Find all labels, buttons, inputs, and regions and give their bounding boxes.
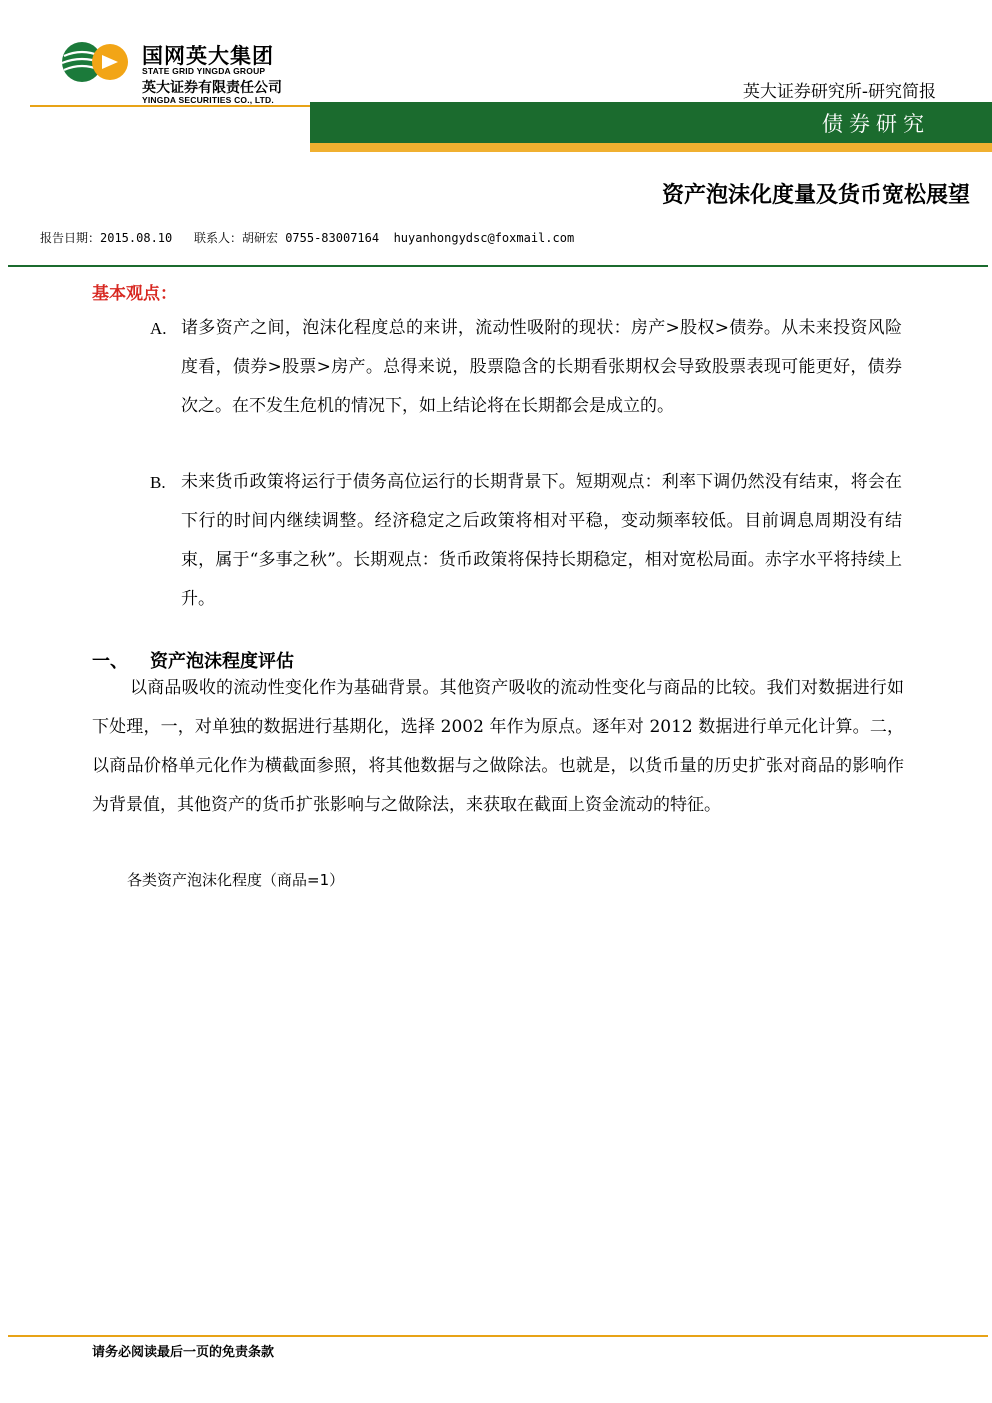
logo-group-name-cn: 国网英大集团 [142,44,274,68]
report-title: 资产泡沫化度量及货币宽松展望 [661,183,970,208]
header-gold-banner [310,143,992,152]
section-title: 资产泡沫程度评估 [150,651,294,672]
report-email[interactable]: huyanhongydsc@foxmail.com [393,231,575,245]
report-meta [40,229,574,246]
key-point-text: 未来货币政策将运行于债务高位运行的长期背景下。短期观点：利率下调仍然没有结束，将会在下行的时间内继续调整。经济稳定之后政策将相对平稳，变动频率较低。目前调息周期没有结束，属于“多事之秋”。长期观点：货币政策将保持长期稳定，相对宽松局面。赤字水平将持续上升。 [181,472,902,609]
footer-divider [8,1335,988,1337]
logo-company-name-en: YINGDA SECURITIES CO., LTD. [142,95,274,105]
key-point-label: B. [150,473,166,492]
figure-caption: 各类资产泡沫化程度（商品=1） [127,871,345,889]
key-point-item [150,463,902,619]
key-point-item [150,309,902,426]
report-phone: 0755-83007164 [285,231,380,245]
key-point-label: A. [150,319,167,338]
section-label: 债券研究 [822,112,930,136]
header-gold-divider [30,105,310,107]
key-point-text: 诸多资产之间，泡沫化程度总的来讲，流动性吸附的现状：房产>股权>债券。从未来投资风险度看，债券>股票>房产。总得来说，股票隐含的长期看张期权会导致股票表现可能更好，债券次之。在不发生危机的情况下，如上结论将在长期都会是成立的。 [181,318,902,416]
logo-company-name-cn: 英大证券有限责任公司 [142,80,282,96]
section-paragraph: 以商品吸收的流动性变化作为基础背景。其他资产吸收的流动性变化与商品的比较。我们对数据进行如下处理，一，对单独的数据进行基期化，选择 2002 年作为原点。逐年对 2012 数据进行单元化计算。二，以商品价格单元化作为横截面参照，将其他数据与之做除法。也就是，以货币量的历史扩张对商品的影响作为背景值，其他资产的货币扩张影响与之做除法，来获取在截面上资金流动的特征。 [92,678,904,815]
logo-group-name-en: STATE GRID YINGDA GROUP [142,66,266,76]
section-number: 一、 [92,651,128,672]
company-logo-icon [60,40,132,84]
report-date: 报告日期：2015.08.10 [40,231,173,245]
footer-disclaimer: 请务必阅读最后一页的免责条款 [92,1345,275,1360]
title-separator [8,265,988,267]
report-contact: 联系人：胡研宏 [193,231,278,245]
header-subtitle: 英大证券研究所-研究简报 [742,82,936,102]
key-points-heading: 基本观点： [92,284,177,304]
